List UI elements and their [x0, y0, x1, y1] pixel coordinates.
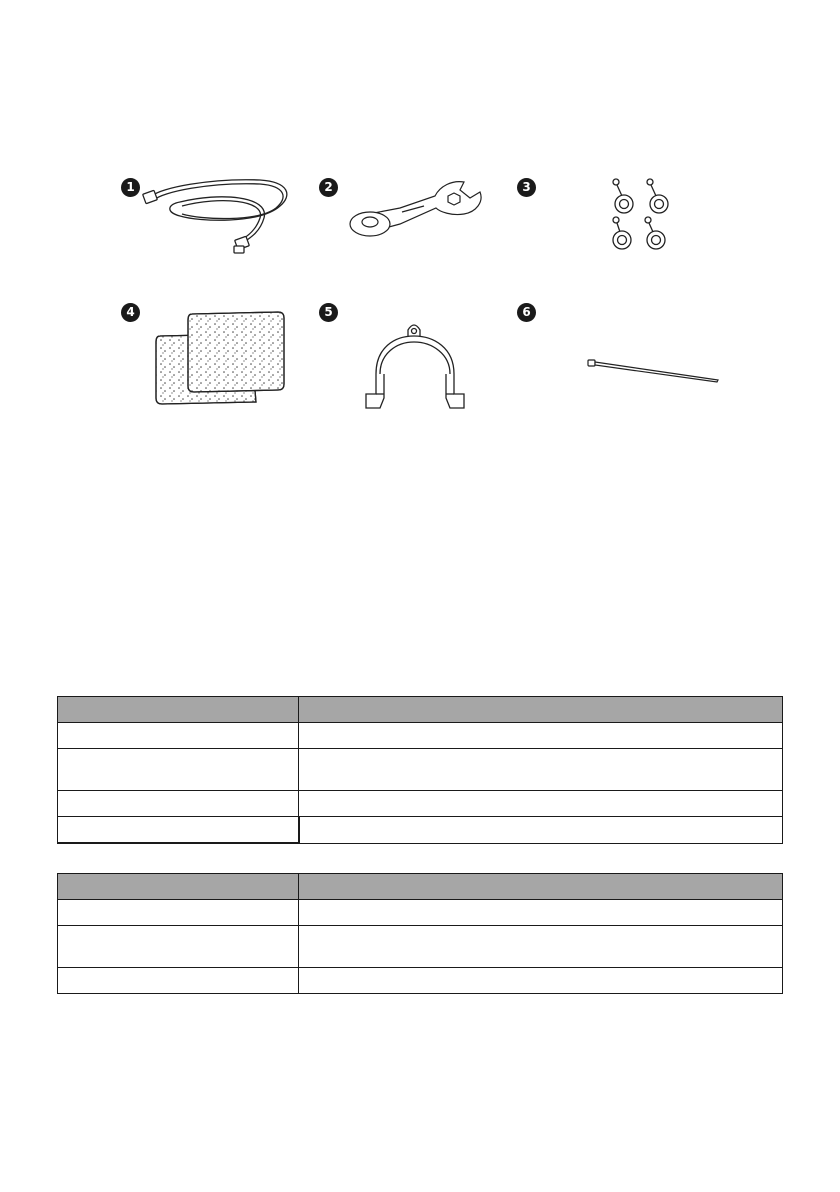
table-row	[58, 817, 783, 844]
item-number: 3	[517, 178, 536, 197]
table-header-cell	[299, 697, 783, 723]
table-cell	[58, 723, 299, 749]
table-cell	[58, 900, 299, 926]
table-row	[58, 749, 783, 791]
anti-slip-sheet-icon	[150, 306, 290, 410]
item-number: 1	[121, 178, 140, 197]
table-cell	[299, 749, 783, 791]
table-cell	[58, 968, 299, 994]
cable-tie-icon	[586, 354, 722, 384]
table-cell	[58, 791, 299, 817]
table-cell	[299, 900, 783, 926]
table-cell	[299, 926, 783, 968]
item-number: 6	[517, 303, 536, 322]
table-cell	[58, 926, 299, 968]
table-cell	[299, 968, 783, 994]
spec-table-1	[57, 696, 783, 844]
table-row	[58, 723, 783, 749]
table-cell	[299, 723, 783, 749]
table-cell	[58, 817, 299, 844]
item-number: 4	[121, 303, 140, 322]
table-row	[58, 900, 783, 926]
spec-table-2	[57, 873, 783, 994]
table-header-cell	[58, 874, 299, 900]
table-cell	[299, 817, 783, 844]
table-cell	[58, 749, 299, 791]
table-row	[58, 926, 783, 968]
table-row	[58, 791, 783, 817]
table-header-cell	[58, 697, 299, 723]
table-header	[58, 874, 783, 900]
caps-icon	[606, 174, 676, 258]
item-number: 5	[319, 303, 338, 322]
table-header	[58, 697, 783, 723]
elbow-bracket-icon	[356, 318, 476, 412]
spanner-icon	[340, 178, 490, 240]
item-number: 2	[319, 178, 338, 197]
table-cell	[299, 791, 783, 817]
table-header-cell	[299, 874, 783, 900]
hose-icon	[140, 170, 300, 260]
table-row	[58, 968, 783, 994]
